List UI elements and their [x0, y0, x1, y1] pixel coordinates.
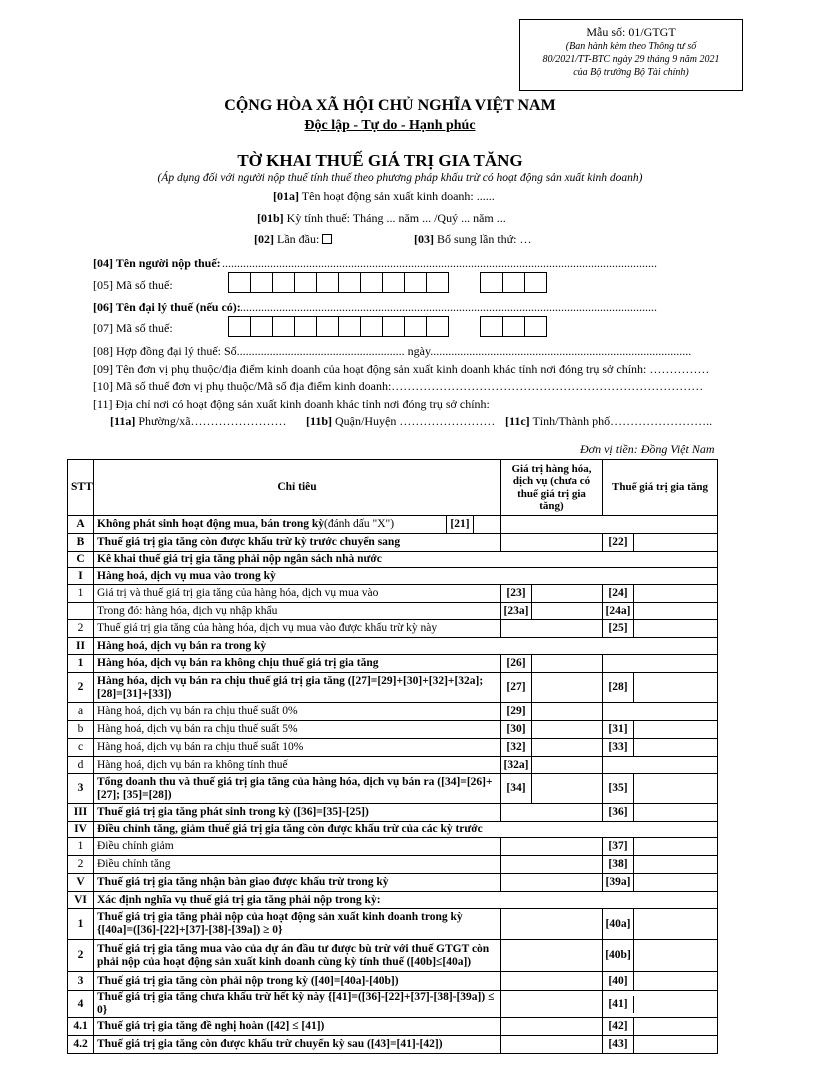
form-number: Mẫu số: 01/GTGT	[586, 25, 676, 39]
table-row	[68, 892, 718, 909]
row-a-code: [21]	[446, 516, 473, 533]
table-row	[68, 603, 718, 620]
value-cell[interactable]	[501, 909, 603, 940]
address-line: [11] Địa chỉ nơi có hoạt động sản xuất kinh doanh khác tỉnh nơi đóng trụ sở chính:	[93, 397, 490, 411]
tax-cell[interactable]	[603, 703, 718, 721]
row-stt: 1	[68, 585, 94, 603]
tax-code: [37]	[608, 840, 628, 852]
value-cell[interactable]	[501, 804, 603, 822]
row-stt: 1	[68, 909, 94, 940]
table-row	[68, 585, 718, 603]
row-stt: 2	[68, 856, 94, 874]
row-label: Thuế giá trị gia tăng phát sinh trong kỳ ([36]=[35]-[25])	[94, 804, 501, 822]
first-time-text: Lần đầu:	[274, 232, 320, 246]
table-row	[68, 991, 718, 1018]
value-cell[interactable]	[501, 1036, 603, 1054]
value-cell[interactable]	[501, 874, 603, 892]
tax-cell[interactable]	[603, 1018, 718, 1036]
district-line[interactable]	[306, 414, 495, 429]
code-11b: [11b]	[306, 414, 333, 428]
value-code: [23]	[506, 587, 526, 599]
value-code: [32a]	[503, 758, 529, 771]
agent-name-label: [06] Tên đại lý thuế (nếu có):	[93, 300, 241, 314]
row-stt: 4	[68, 991, 94, 1018]
table-row	[68, 673, 718, 703]
row-a-cell	[94, 516, 718, 534]
value-cell[interactable]	[501, 1018, 603, 1036]
tax-period-text: Kỳ tính thuế: Tháng ... năm ... /Quý ... năm ...	[283, 211, 506, 225]
value-cell[interactable]	[501, 603, 603, 620]
row-stt: d	[68, 757, 94, 774]
value-code: [27]	[506, 681, 526, 693]
table-row	[68, 856, 718, 874]
tax-code: [41]	[608, 997, 628, 1010]
row-stt: 3	[68, 774, 94, 804]
first-time-checkbox[interactable]	[322, 234, 332, 244]
table-row	[68, 822, 718, 838]
table-row	[68, 568, 718, 585]
tax-code: [25]	[608, 622, 628, 634]
form-number-box	[519, 19, 743, 91]
row-label: Tổng doanh thu và thuế giá trị gia tăng của hàng hóa, dịch vụ bán ra ([34]=[26]+[27]; [35]=[28])	[94, 774, 501, 804]
tax-code: [33]	[608, 741, 628, 753]
value-code: [32]	[506, 741, 526, 753]
tax-code: [31]	[608, 723, 628, 735]
value-cell[interactable]	[501, 991, 603, 1018]
table-row	[68, 638, 718, 655]
table-row	[68, 804, 718, 822]
row-label: Thuế giá trị gia tăng còn phải nộp trong kỳ ([40]=[40a]-[40b])	[94, 972, 501, 991]
row-label: Xác định nghĩa vụ thuế giá trị gia tăng phải nộp trong kỳ:	[94, 892, 718, 909]
row-label: Hàng hoá, dịch vụ bán ra chịu thuế suất 10%	[94, 739, 501, 757]
dependent-unit-line[interactable]: [09] Tên đơn vị phụ thuộc/địa điểm kinh doanh của hoạt động sản xuất kinh doanh khác tỉnh nơi đóng trụ sở chính: ……………	[93, 362, 710, 376]
row-label: Thuế giá trị gia tăng còn được khấu trừ chuyển kỳ sau ([43]=[41]-[42])	[94, 1036, 501, 1054]
tax-cell[interactable]	[603, 991, 718, 1018]
row-label: Thuế giá trị gia tăng phải nộp của hoạt động sản xuất kinh doanh trong kỳ {[40a]=([36]-[22]+[37]-[38]-[39a]) ≥ 0}	[94, 909, 501, 940]
value-cell[interactable]	[501, 972, 603, 991]
header-item: Chỉ tiêu	[94, 460, 501, 516]
value-cell[interactable]	[501, 620, 603, 638]
tax-cell[interactable]	[603, 585, 718, 603]
issued-line-1: (Ban hành kèm theo Thông tư số	[565, 41, 697, 52]
taxpayer-name-field[interactable]: .................................................................................................................................................	[222, 256, 657, 270]
row-stt: 2	[68, 940, 94, 972]
row-a-label	[94, 516, 446, 533]
row-label: Hàng hoá, dịch vụ bán ra chịu thuế suất 5%	[94, 721, 501, 739]
row-stt: II	[68, 638, 94, 655]
table-row	[68, 874, 718, 892]
value-cell[interactable]	[501, 739, 603, 757]
agent-tax-code-boxes[interactable]	[228, 316, 448, 337]
table-row	[68, 620, 718, 638]
row-label: Thuế giá trị gia tăng đề nghị hoàn ([42] ≤ [41])	[94, 1018, 501, 1036]
table-row	[68, 655, 718, 673]
tax-cell[interactable]	[603, 774, 718, 804]
row-a-mark-box[interactable]	[473, 516, 501, 533]
value-cell[interactable]	[501, 673, 603, 703]
row-stt: IV	[68, 822, 94, 838]
republic-heading: CỘNG HÒA XÃ HỘI CHỦ NGHĨA VIỆT NAM	[224, 97, 556, 114]
row-label: Thuế giá trị gia tăng của hàng hóa, dịch vụ mua vào được khấu trừ kỳ này	[94, 620, 501, 638]
tax-code: [38]	[608, 858, 628, 870]
row-stt: 1	[68, 838, 94, 856]
page-subtitle: (Áp dụng đối với người nộp thuế tính thuế theo phương pháp khấu trừ có hoạt động sản xuất kinh doanh)	[157, 172, 643, 184]
value-cell[interactable]	[501, 703, 603, 721]
agent-tax-code-label: [07] Mã số thuế:	[93, 321, 173, 335]
table-row	[68, 534, 718, 552]
tax-cell[interactable]	[603, 534, 718, 552]
row-label: Hàng hóa, dịch vụ bán ra không chịu thuế giá trị gia tăng	[94, 655, 501, 673]
row-label: Điều chỉnh tăng, giảm thuế giá trị gia tăng còn được khấu trừ của các kỳ trước	[94, 822, 718, 838]
value-code: [34]	[506, 782, 526, 794]
row-stt: c	[68, 739, 94, 757]
tax-code-label: [05] Mã số thuế:	[93, 278, 173, 292]
row-label: Kê khai thuế giá trị gia tăng phải nộp ngân sách nhà nước	[94, 552, 718, 568]
row-label: Hàng hoá, dịch vụ bán ra chịu thuế suất 0%	[94, 703, 501, 721]
tax-cell[interactable]	[603, 940, 718, 972]
tax-code: [42]	[608, 1020, 628, 1032]
value-cell[interactable]	[501, 585, 603, 603]
tax-cell[interactable]	[603, 757, 718, 774]
value-cell[interactable]	[501, 757, 603, 774]
row-stt: VI	[68, 892, 94, 909]
table-row	[68, 721, 718, 739]
agent-name-field[interactable]: ...........................................................................................................................................	[240, 300, 657, 314]
table-row	[68, 909, 718, 940]
table-row	[68, 838, 718, 856]
tax-code: [28]	[608, 681, 628, 693]
table-row	[68, 757, 718, 774]
tax-cell[interactable]	[603, 838, 718, 856]
code-11a: [11a]	[110, 414, 136, 428]
row-stt: B	[68, 534, 94, 552]
supplement-text: Bổ sung lần thứ: …	[434, 232, 532, 246]
dependent-tax-code-line[interactable]: [10] Mã số thuế đơn vị phụ thuộc/Mã số địa điểm kinh doanh:……………………………………………………………………	[93, 379, 704, 393]
tax-cell[interactable]	[603, 909, 718, 940]
value-cell[interactable]	[501, 856, 603, 874]
row-label: Thuế giá trị gia tăng còn được khấu trừ kỳ trước chuyển sang	[94, 534, 501, 552]
row-a-note: (đánh dấu "X")	[324, 518, 395, 530]
header-tax: Thuế giá trị gia tăng	[603, 460, 718, 516]
header-stt: STT	[68, 460, 94, 516]
tax-code: [40]	[608, 974, 628, 987]
activity-name-line	[273, 189, 495, 204]
tax-code-suffix-boxes[interactable]	[480, 272, 546, 293]
row-a-text: Không phát sinh hoạt động mua, bán trong kỳ	[97, 518, 324, 530]
value-code: [26]	[506, 657, 526, 669]
value-cell[interactable]	[501, 655, 603, 673]
province-line[interactable]	[505, 414, 712, 429]
tax-cell[interactable]	[603, 1036, 718, 1054]
table-row	[68, 940, 718, 972]
table-row	[68, 1036, 718, 1054]
table-header	[68, 460, 718, 516]
value-code: [30]	[506, 723, 526, 735]
row-stt: V	[68, 874, 94, 892]
row-label: Trong đó: hàng hóa, dịch vụ nhập khẩu	[94, 603, 501, 620]
header-value: Giá trị hàng hóa, dịch vụ (chưa có thuế giá trị gia tăng)	[501, 460, 603, 516]
row-stt: A	[68, 516, 94, 534]
row-label: Thuế giá trị gia tăng chưa khấu trừ hết kỳ này {[41]=([36]-[22]+[37]-[38]-[39a]) ≤ 0}	[94, 991, 501, 1018]
value-code: [29]	[506, 705, 526, 717]
row-stt: III	[68, 804, 94, 822]
value-cell[interactable]	[501, 721, 603, 739]
row-stt: 4.2	[68, 1036, 94, 1054]
row-label: Hàng hoá, dịch vụ bán ra không tính thuế	[94, 757, 501, 774]
row-stt: 2	[68, 620, 94, 638]
table-row	[68, 552, 718, 568]
issued-line-2: 80/2021/TT-BTC ngày 29 tháng 9 năm 2021	[542, 54, 720, 65]
row-stt: 1	[68, 655, 94, 673]
table-row	[68, 972, 718, 991]
row-label: Thuế giá trị gia tăng mua vào của dự án đầu tư được bù trừ với thuế GTGT còn phải nộp của hoạt động sản xuất kinh doanh cùng kỳ tính thuế ([40b]≤[40a])	[94, 940, 501, 972]
row-label: Điều chỉnh tăng	[94, 856, 501, 874]
row-label: Điều chỉnh giảm	[94, 838, 501, 856]
agent-tax-code-suffix-boxes[interactable]	[480, 316, 546, 337]
code-03: [03]	[414, 232, 434, 246]
tax-cell[interactable]	[603, 739, 718, 757]
supplement-line	[414, 232, 532, 247]
tax-cell[interactable]	[603, 856, 718, 874]
table-row	[68, 739, 718, 757]
value-cell[interactable]	[501, 838, 603, 856]
tax-cell[interactable]	[603, 620, 718, 638]
tax-cell[interactable]	[603, 721, 718, 739]
code-02: [02]	[254, 232, 274, 246]
row-stt: I	[68, 568, 94, 585]
code-01b: [01b]	[257, 211, 284, 225]
tax-code: [22]	[608, 536, 628, 548]
page-title: TỜ KHAI THUẾ GIÁ TRỊ GIA TĂNG	[237, 151, 523, 170]
row-label: Thuế giá trị gia tăng nhận bàn giao được khấu trừ trong kỳ	[94, 874, 501, 892]
table-row	[68, 703, 718, 721]
row-label: Hàng hoá, dịch vụ mua vào trong kỳ	[94, 568, 718, 585]
tax-cell[interactable]	[603, 804, 718, 822]
agency-contract-line[interactable]: [08] Hợp đồng đại lý thuế: Số........................................................ ngày.......................................................................................	[93, 344, 692, 358]
value-cell[interactable]	[501, 940, 603, 972]
row-stt: 4.1	[68, 1018, 94, 1036]
tax-code: [40a]	[605, 917, 631, 930]
activity-name-text: Tên hoạt động sản xuất kinh doanh: ......	[299, 189, 495, 203]
tax-cell[interactable]	[603, 673, 718, 703]
value-cell[interactable]	[501, 774, 603, 804]
tax-code: [36]	[608, 806, 628, 818]
tax-code: [24]	[608, 587, 628, 599]
table-row	[68, 516, 718, 534]
tax-cell[interactable]	[603, 874, 718, 892]
tax-code: [24a]	[605, 604, 631, 617]
vat-declaration-table	[67, 459, 718, 1054]
value-cell[interactable]	[501, 534, 603, 552]
tax-code: [39a]	[605, 876, 631, 888]
ward-text: Phường/xã……………………	[135, 414, 287, 428]
code-11c: [11c]	[505, 414, 530, 428]
table-row	[68, 1018, 718, 1036]
row-stt	[68, 603, 94, 620]
tax-period-line	[257, 211, 506, 226]
issued-line-3: của Bộ trưởng Bộ Tài chính)	[573, 67, 689, 78]
tax-code: [40b]	[605, 949, 631, 961]
ward-line[interactable]	[110, 414, 287, 429]
tax-cell[interactable]	[603, 972, 718, 991]
district-text: Quận/Huyện ……………………	[332, 414, 496, 428]
tax-code-boxes[interactable]	[228, 272, 448, 293]
taxpayer-name-label: [04] Tên người nộp thuế:	[93, 256, 221, 270]
row-stt: 3	[68, 972, 94, 991]
tax-code: [35]	[608, 782, 628, 794]
row-stt: a	[68, 703, 94, 721]
code-01a: [01a]	[273, 189, 299, 203]
province-text: Tỉnh/Thành phố……………………..	[529, 414, 713, 428]
motto-heading: Độc lập - Tự do - Hạnh phúc	[304, 118, 476, 133]
first-time-line	[254, 232, 332, 247]
row-label: Hàng hoá, dịch vụ bán ra trong kỳ	[94, 638, 718, 655]
row-stt: b	[68, 721, 94, 739]
tax-cell[interactable]	[603, 603, 718, 620]
row-stt: C	[68, 552, 94, 568]
row-label: Hàng hóa, dịch vụ bán ra chịu thuế giá trị gia tăng ([27]=[29]+[30]+[32]+[32a]; [28]=[31]+[33])	[94, 673, 501, 703]
table-row	[68, 774, 718, 804]
tax-code: [43]	[608, 1038, 628, 1050]
currency-note: Đơn vị tiền: Đồng Việt Nam	[580, 442, 715, 456]
row-label: Giá trị và thuế giá trị gia tăng của hàng hóa, dịch vụ mua vào	[94, 585, 501, 603]
value-code: [23a]	[503, 604, 529, 617]
tax-cell[interactable]	[603, 655, 718, 673]
row-stt: 2	[68, 673, 94, 703]
